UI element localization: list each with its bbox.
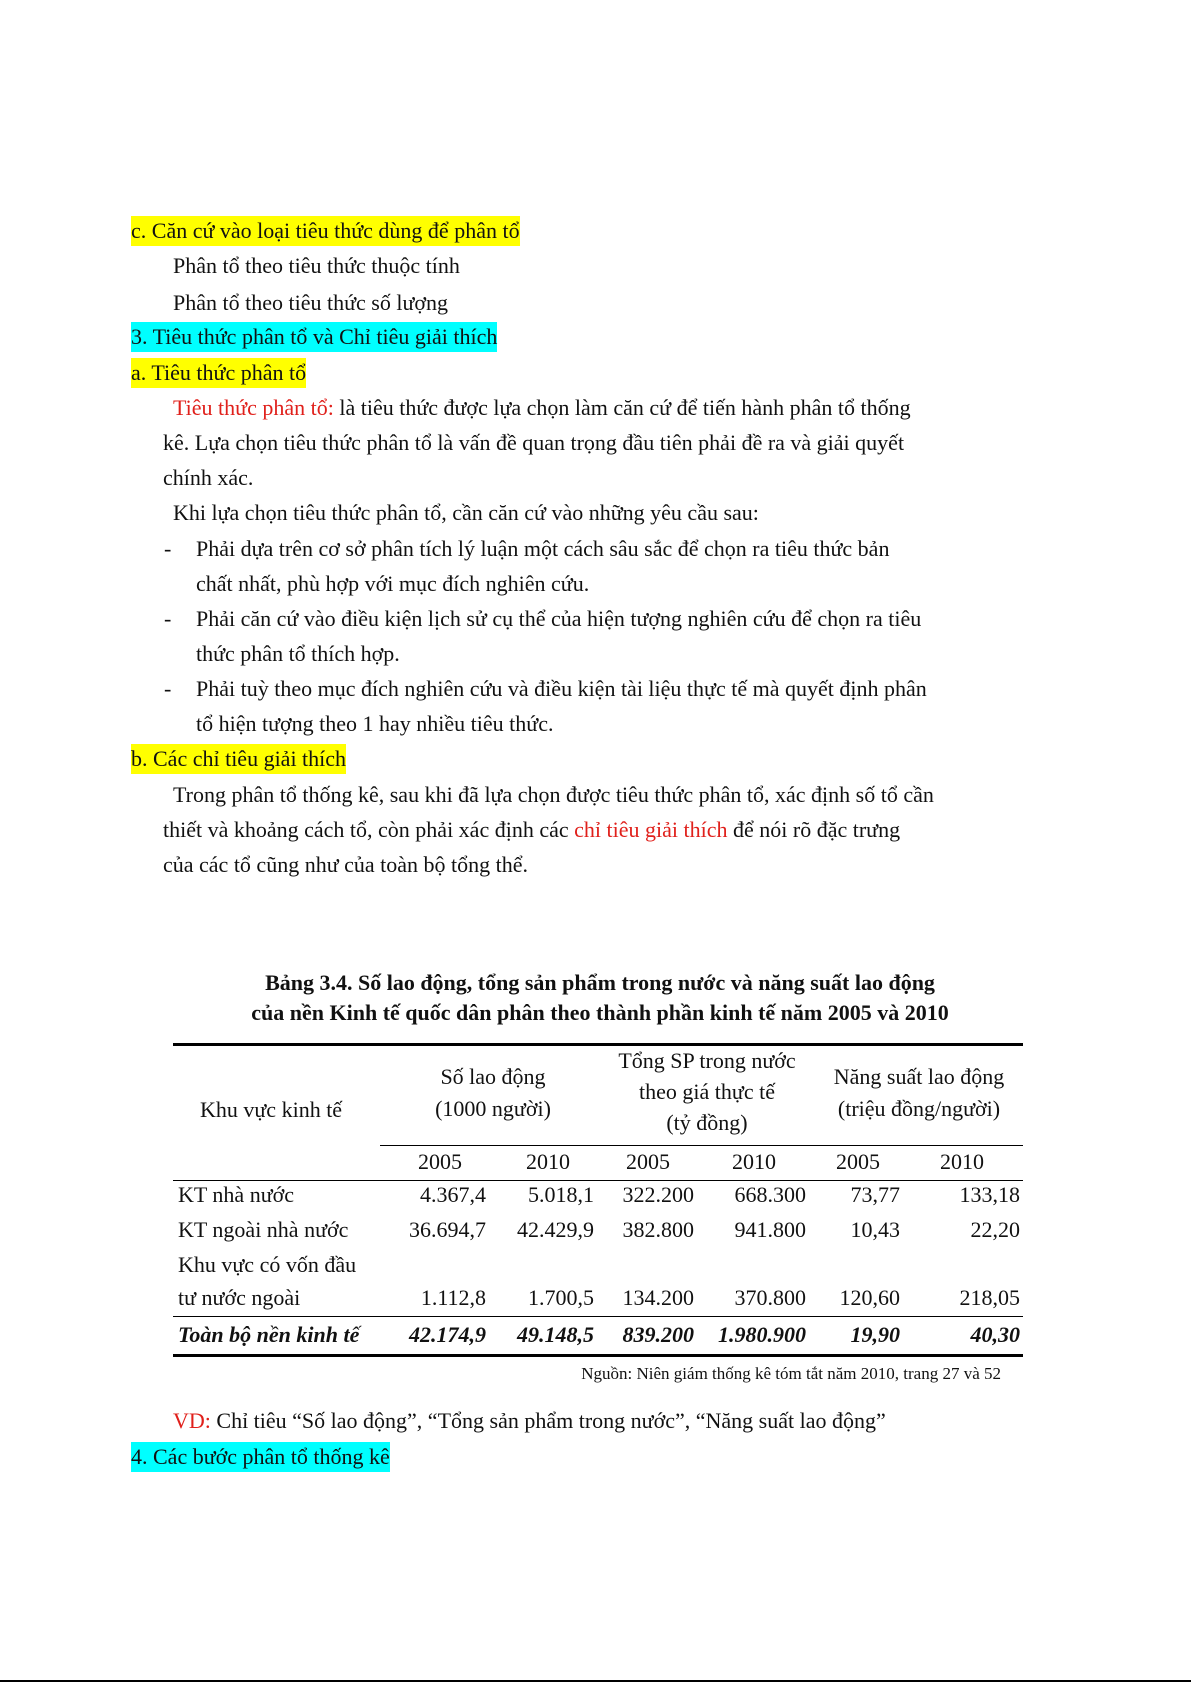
table-cell: 668.300	[734, 1182, 806, 1207]
table-bottom-rule	[173, 1354, 1023, 1357]
definition-text: là tiêu thức được lựa chọn làm căn cứ để tiến hành phân tổ thống	[333, 395, 911, 420]
definition-term: Tiêu thức phân tổ:	[173, 395, 334, 420]
dash-marker: -	[164, 536, 172, 561]
table-header-productivity: Năng suất lao động	[833, 1064, 1005, 1089]
table-header-labor-unit: (1000 người)	[435, 1096, 551, 1121]
table-cell: 941.800	[734, 1217, 806, 1242]
table-year: 2005	[626, 1149, 670, 1174]
table-total-cell: 42.174,9	[409, 1322, 486, 1347]
table-source: Nguồn: Niên giám thống kê tóm tắt năm 2010, trang 27 và 52	[581, 1364, 1001, 1383]
table-header-gdp: Tổng SP trong nước	[618, 1048, 796, 1073]
table-year: 2010	[940, 1149, 984, 1174]
table-total-cell: 19,90	[850, 1322, 900, 1347]
requirement-line: Phải dựa trên cơ sở phân tích lý luận một cách sâu sắc để chọn ra tiêu thức bản	[196, 536, 890, 561]
text-span: để nói rõ đặc trưng	[727, 817, 901, 842]
section-b-heading: b. Các chỉ tiêu giải thích	[131, 744, 346, 774]
list-item: Phân tổ theo tiêu thức số lượng	[173, 290, 449, 315]
paragraph-line	[163, 815, 900, 845]
requirement-line: chất nhất, phù hợp với mục đích nghiên cứu.	[196, 571, 590, 596]
table-cell: 218,05	[959, 1285, 1020, 1310]
table-cell: 370.800	[734, 1285, 806, 1310]
table-cell: 1.112,8	[420, 1285, 486, 1310]
table-total-cell: 40,30	[970, 1322, 1020, 1347]
table-total-cell: 49.148,5	[517, 1322, 594, 1347]
table-row-name: Khu vực có vốn đầu	[178, 1252, 357, 1277]
text-span: thiết và khoảng cách tổ, còn phải xác định các	[163, 817, 575, 842]
definition-line: chính xác.	[163, 465, 254, 490]
table-cell: 322.200	[622, 1182, 694, 1207]
definition-line	[173, 393, 911, 423]
table-cell: 133,18	[959, 1182, 1020, 1207]
table-cell: 4.367,4	[420, 1182, 486, 1207]
section-3-heading: 3. Tiêu thức phân tổ và Chỉ tiêu giải thích	[131, 322, 497, 352]
table-header-rule	[380, 1145, 1023, 1146]
requirement-line: tổ hiện tượng theo 1 hay nhiều tiêu thức.	[196, 711, 554, 736]
table-header-productivity-unit: (triệu đồng/người)	[837, 1096, 1001, 1121]
table-total-name: Toàn bộ nền kinh tế	[178, 1322, 360, 1347]
example-label: VD:	[173, 1408, 211, 1433]
dash-marker: -	[164, 606, 172, 631]
table-row-name: KT nhà nước	[178, 1182, 295, 1207]
table-row-name: KT ngoài nhà nước	[178, 1217, 349, 1242]
table-row-name: tư nước ngoài	[178, 1285, 301, 1310]
table-cell: 5.018,1	[528, 1182, 594, 1207]
table-total-cell: 839.200	[622, 1322, 694, 1347]
paragraph-line: Trong phân tổ thống kê, sau khi đã lựa chọn được tiêu thức phân tổ, xác định số tổ cần	[173, 782, 934, 807]
table-header-region: Khu vực kinh tế	[200, 1097, 343, 1122]
table-cell: 42.429,9	[517, 1217, 594, 1242]
table-year: 2005	[836, 1149, 880, 1174]
requirement-line: thức phân tổ thích hợp.	[196, 641, 400, 666]
table-caption-line1: Bảng 3.4. Số lao động, tổng sản phẩm trong nước và năng suất lao động	[265, 970, 935, 995]
table-top-rule	[173, 1043, 1023, 1046]
page-bottom-rule	[0, 1680, 1191, 1682]
section-c-heading: c. Căn cứ vào loại tiêu thức dùng để phân tổ	[131, 216, 520, 246]
table-year: 2010	[526, 1149, 570, 1174]
definition-line: kê. Lựa chọn tiêu thức phân tổ là vấn đề quan trọng đầu tiên phải đề ra và giải quyết	[163, 430, 905, 455]
table-cell: 73,77	[850, 1182, 900, 1207]
example-line	[173, 1406, 886, 1436]
dash-marker: -	[164, 676, 172, 701]
table-year: 2010	[732, 1149, 776, 1174]
table-year: 2005	[418, 1149, 462, 1174]
table-cell: 120,60	[839, 1285, 900, 1310]
requirement-line: Phải căn cứ vào điều kiện lịch sử cụ thể của hiện tượng nghiên cứu để chọn ra tiêu	[196, 606, 922, 631]
table-header-gdp-unit: (tỷ đồng)	[666, 1110, 748, 1135]
paragraph-line: của các tổ cũng như của toàn bộ tổng thể.	[163, 852, 529, 877]
table-caption-line2: của nền Kinh tế quốc dân phân theo thành phần kinh tế năm 2005 và 2010	[251, 1000, 949, 1025]
section-4-heading: 4. Các bước phân tổ thống kê	[131, 1442, 390, 1472]
table-total-rule	[173, 1316, 1023, 1317]
requirements-intro: Khi lựa chọn tiêu thức phân tổ, cần căn cứ vào những yêu cầu sau:	[173, 500, 759, 525]
table-total-cell: 1.980.900	[718, 1322, 806, 1347]
table-cell: 36.694,7	[409, 1217, 486, 1242]
table-cell: 10,43	[850, 1217, 900, 1242]
table-header-labor: Số lao động	[440, 1064, 546, 1089]
list-item: Phân tổ theo tiêu thức thuộc tính	[173, 253, 460, 278]
table-cell: 134.200	[622, 1285, 694, 1310]
table-cell: 1.700,5	[528, 1285, 594, 1310]
example-text: Chỉ tiêu “Số lao động”, “Tổng sản phẩm trong nước”, “Năng suất lao động”	[210, 1408, 886, 1433]
section-a-heading: a. Tiêu thức phân tổ	[131, 358, 306, 388]
highlight-term: chỉ tiêu giải thích	[574, 817, 728, 842]
table-cell: 22,20	[970, 1217, 1020, 1242]
requirement-line: Phải tuỳ theo mục đích nghiên cứu và điều kiện tài liệu thực tế mà quyết định phân	[196, 676, 927, 701]
table-cell: 382.800	[622, 1217, 694, 1242]
table-header-gdp-price: theo giá thực tế	[639, 1079, 775, 1104]
